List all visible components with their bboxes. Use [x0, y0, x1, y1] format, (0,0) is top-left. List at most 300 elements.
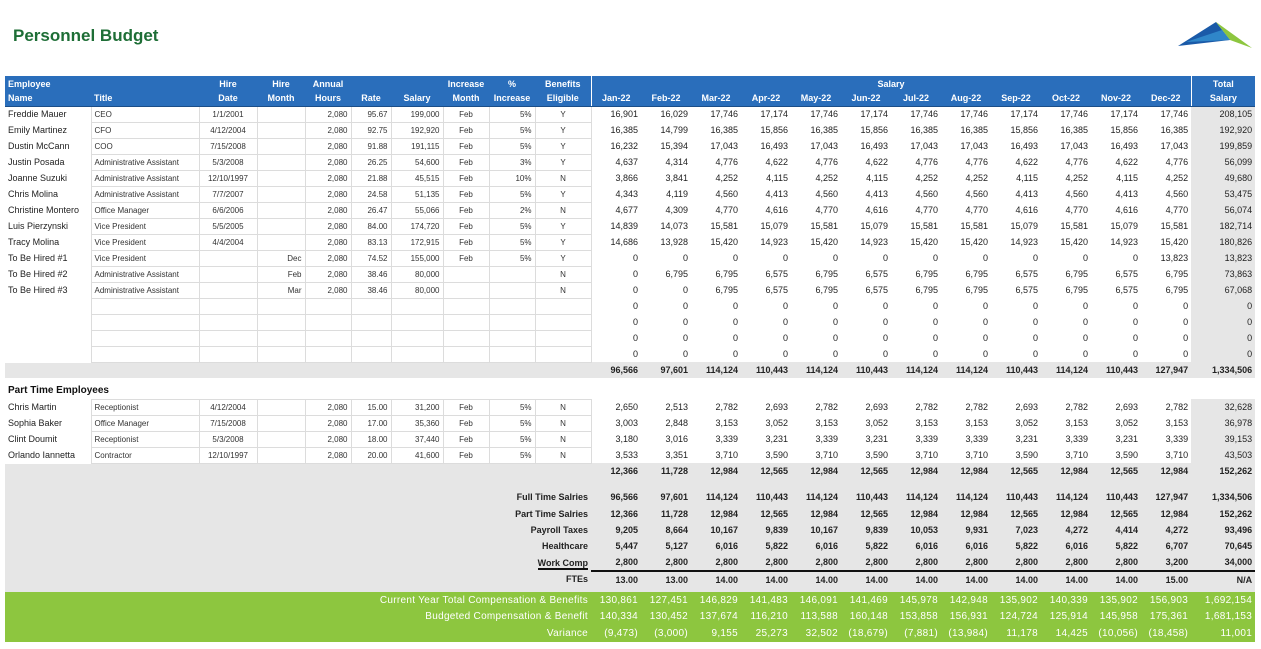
input-cell-salary[interactable]: 191,115 [391, 138, 443, 154]
input-cell-salary[interactable] [391, 346, 443, 362]
input-cell-hire-month[interactable] [257, 399, 305, 415]
compensation-total-cell: 11,001 [1191, 625, 1255, 641]
input-cell-inc-pct[interactable]: 5% [489, 415, 535, 431]
input-cell-hours[interactable]: 2,080 [305, 234, 351, 250]
input-cell-hire-date[interactable]: 4/12/2004 [199, 399, 257, 415]
header-month-col: Jan-22 [591, 91, 641, 106]
input-cell-name[interactable]: Tracy Molina [8, 237, 60, 247]
summary-month-cell: 5,822 [741, 538, 791, 554]
month-salary-cell: 4,770 [1165, 205, 1189, 215]
input-cell-inc-pct[interactable]: 3% [489, 154, 535, 170]
input-cell-hire-month[interactable] [257, 170, 305, 186]
input-cell-inc-pct[interactable]: 10% [489, 170, 535, 186]
summary-month-cell: 10,167 [791, 522, 841, 538]
input-cell-benefits[interactable] [535, 330, 591, 346]
header-annual: Annual [305, 76, 351, 91]
input-cell-inc-month[interactable]: Feb [443, 415, 489, 431]
input-cell-hours[interactable]: 2,080 [305, 218, 351, 234]
month-salary-cell: 13,928 [660, 237, 688, 247]
input-cell-rate[interactable]: 38.46 [351, 266, 391, 282]
input-cell-title[interactable]: Vice President [91, 218, 199, 234]
input-cell-rate[interactable]: 15.00 [351, 399, 391, 415]
input-cell-hire-month[interactable] [257, 218, 305, 234]
input-cell-salary[interactable]: 155,000 [391, 250, 443, 266]
summary-month-cell: 6,707 [1141, 538, 1191, 554]
total-salary-cell: 199,859 [1191, 138, 1255, 154]
month-salary-cell: 0 [632, 301, 638, 311]
input-cell-hire-month[interactable]: Mar [257, 282, 305, 298]
input-cell-benefits[interactable]: Y [535, 138, 591, 154]
input-cell-title[interactable]: Administrative Assistant [91, 186, 199, 202]
month-salary-cell: 4,413 [1115, 189, 1138, 199]
summary-month-cell: 96,566 [591, 489, 641, 505]
input-cell-inc-pct[interactable]: 5% [489, 234, 535, 250]
input-cell-name[interactable]: Dustin McCann [8, 141, 70, 151]
month-salary-cell: 3,590 [1115, 450, 1138, 460]
input-cell-rate[interactable]: 83.13 [351, 234, 391, 250]
month-salary-cell: 4,413 [865, 189, 888, 199]
input-cell-inc-month[interactable]: Feb [443, 250, 489, 266]
summary-month-cell: 2,800 [891, 555, 941, 571]
input-cell-title[interactable]: Receptionist [91, 399, 199, 415]
input-cell-salary[interactable]: 54,600 [391, 154, 443, 170]
month-salary-cell: 15,856 [860, 125, 888, 135]
input-cell-salary[interactable]: 55,066 [391, 202, 443, 218]
input-cell-rate[interactable]: 95.67 [351, 106, 391, 122]
input-cell-title[interactable] [91, 298, 199, 314]
input-cell-rate[interactable]: 17.00 [351, 415, 391, 431]
input-cell-hours[interactable]: 2,080 [305, 106, 351, 122]
input-cell-benefits[interactable]: N [535, 170, 591, 186]
input-cell-inc-pct[interactable]: 5% [489, 218, 535, 234]
month-salary-cell: 4,252 [1165, 173, 1189, 183]
input-cell-hire-month[interactable] [257, 314, 305, 330]
input-cell-rate[interactable]: 18.00 [351, 431, 391, 447]
input-cell-hire-date[interactable] [199, 266, 257, 282]
subtotal-month-cell: 114,124 [1041, 362, 1091, 378]
input-cell-salary[interactable]: 199,000 [391, 106, 443, 122]
input-cell-inc-month[interactable]: Feb [443, 106, 489, 122]
input-cell-name[interactable] [5, 314, 91, 330]
input-cell-inc-month[interactable]: Feb [443, 138, 489, 154]
month-salary-cell: 4,413 [765, 189, 788, 199]
input-cell-inc-month[interactable]: Feb [443, 202, 489, 218]
input-cell-inc-pct[interactable] [489, 282, 535, 298]
input-cell-hire-month[interactable] [257, 346, 305, 362]
input-cell-benefits[interactable]: Y [535, 106, 591, 122]
input-cell-hire-date[interactable]: 12/10/1997 [199, 447, 257, 463]
input-cell-name[interactable]: Freddie Mauer [8, 109, 67, 120]
input-cell-hours[interactable]: 2,080 [305, 399, 351, 415]
input-cell-inc-pct[interactable]: 5% [489, 138, 535, 154]
input-cell-title[interactable]: Administrative Assistant [91, 170, 199, 186]
input-cell-rate[interactable]: 26.47 [351, 202, 391, 218]
subtotal-month-cell: 110,443 [991, 362, 1041, 378]
input-cell-rate[interactable]: 38.46 [351, 282, 391, 298]
month-salary-cell: 16,493 [1110, 141, 1138, 151]
input-cell-rate[interactable]: 24.58 [351, 186, 391, 202]
summary-label [5, 489, 591, 505]
summary-month-cell: 110,443 [991, 489, 1041, 505]
month-salary-cell: 6,575 [1015, 285, 1038, 295]
input-cell-hire-date[interactable] [199, 330, 257, 346]
summary-month-cell: 9,931 [941, 522, 991, 538]
input-cell-hire-date[interactable] [199, 250, 257, 266]
input-cell-name[interactable]: Luis Pierzynski [8, 221, 69, 231]
summary-month-cell: 12,565 [991, 505, 1041, 521]
input-cell-name[interactable] [5, 330, 91, 346]
input-cell-inc-month[interactable]: Feb [443, 218, 489, 234]
subtotal-month-cell: 12,984 [691, 463, 741, 479]
input-cell-inc-month[interactable]: Feb [443, 447, 489, 463]
input-cell-benefits[interactable]: N [535, 282, 591, 298]
input-cell-hire-date[interactable]: 5/3/2008 [199, 154, 257, 170]
input-cell-salary[interactable]: 51,135 [391, 186, 443, 202]
compensation-month-cell: 11,178 [991, 625, 1041, 641]
month-salary-cell: 2,693 [1115, 402, 1138, 412]
compensation-total-cell: 1,681,153 [1191, 609, 1255, 625]
input-cell-salary[interactable]: 80,000 [391, 282, 443, 298]
input-cell-name[interactable]: Christine Montero [8, 205, 80, 215]
summary-month-cell: 5,822 [991, 538, 1041, 554]
month-salary-cell: 0 [682, 285, 688, 295]
input-cell-inc-month[interactable] [443, 346, 489, 362]
input-cell-inc-pct[interactable] [489, 346, 535, 362]
summary-month-cell: 110,443 [1091, 489, 1141, 505]
total-salary-cell: 0 [1191, 298, 1255, 314]
summary-month-cell: 12,984 [1041, 505, 1091, 521]
input-cell-hours[interactable]: 2,080 [305, 138, 351, 154]
input-cell-inc-month[interactable]: Feb [443, 170, 489, 186]
month-salary-cell: 3,052 [1115, 418, 1138, 428]
input-cell-rate[interactable]: 92.75 [351, 122, 391, 138]
input-cell-benefits[interactable] [535, 298, 591, 314]
input-cell-title[interactable]: COO [91, 138, 199, 154]
subtotal-month-cell: 114,124 [941, 362, 991, 378]
input-cell-inc-pct[interactable]: 5% [489, 106, 535, 122]
input-cell-rate[interactable]: 91.88 [351, 138, 391, 154]
month-salary-cell: 0 [1132, 253, 1138, 263]
input-cell-inc-pct[interactable]: 5% [489, 250, 535, 266]
month-salary-cell: 16,901 [610, 109, 638, 120]
input-cell-hours[interactable]: 2,080 [305, 282, 351, 298]
input-cell-hire-date[interactable]: 7/15/2008 [199, 138, 257, 154]
input-cell-hire-month[interactable] [257, 202, 305, 218]
header-total-salary: Salary [1191, 91, 1255, 106]
input-cell-hire-date[interactable]: 5/5/2005 [199, 218, 257, 234]
input-cell-hire-month[interactable]: Dec [257, 250, 305, 266]
input-cell-benefits[interactable]: N [535, 202, 591, 218]
summary-label-text: Payroll Taxes [530, 524, 588, 535]
input-cell-title[interactable]: CFO [91, 122, 199, 138]
month-salary-cell: 6,575 [765, 269, 788, 279]
input-cell-title[interactable]: Vice President [91, 234, 199, 250]
input-cell-hours[interactable]: 2,080 [305, 122, 351, 138]
month-salary-cell: 0 [882, 333, 888, 343]
summary-label [5, 522, 591, 538]
input-cell-title[interactable]: Receptionist [91, 431, 199, 447]
input-cell-salary[interactable]: 174,720 [391, 218, 443, 234]
input-cell-hire-month[interactable] [257, 154, 305, 170]
input-cell-rate[interactable]: 74.52 [351, 250, 391, 266]
input-cell-inc-month[interactable] [443, 314, 489, 330]
month-salary-cell: 4,115 [1016, 173, 1038, 183]
input-cell-name[interactable]: Emily Martinez [8, 125, 68, 135]
input-cell-inc-month[interactable] [443, 298, 489, 314]
input-cell-inc-month[interactable]: Feb [443, 154, 489, 170]
month-salary-cell: 4,677 [615, 205, 638, 215]
input-cell-rate[interactable] [351, 330, 391, 346]
input-cell-rate[interactable] [351, 346, 391, 362]
input-cell-benefits[interactable] [535, 314, 591, 330]
compensation-month-cell: 137,674 [691, 609, 741, 625]
full-time-employee-row [5, 314, 1255, 330]
input-cell-benefits[interactable]: N [535, 415, 591, 431]
month-salary-cell: 0 [1183, 349, 1189, 359]
input-cell-name[interactable]: Clint Doumit [8, 434, 58, 444]
month-salary-cell: 3,052 [765, 418, 788, 428]
month-salary-cell: 0 [882, 317, 888, 327]
input-cell-inc-pct[interactable]: 5% [489, 431, 535, 447]
input-cell-name[interactable]: Joanne Suzuki [8, 173, 68, 183]
subtotal-month-cell: 127,947 [1141, 362, 1191, 378]
input-cell-rate[interactable]: 26.25 [351, 154, 391, 170]
input-cell-hire-month[interactable] [257, 431, 305, 447]
input-cell-benefits[interactable]: N [535, 447, 591, 463]
input-cell-hire-month[interactable] [257, 447, 305, 463]
input-cell-hours[interactable]: 2,080 [305, 415, 351, 431]
input-cell-inc-month[interactable]: Feb [443, 122, 489, 138]
input-cell-title[interactable]: Administrative Assistant [91, 266, 199, 282]
month-salary-cell: 0 [782, 253, 788, 263]
input-cell-hire-date[interactable]: 1/1/2001 [199, 106, 257, 122]
month-salary-cell: 0 [682, 317, 688, 327]
month-salary-cell: 6,795 [815, 269, 838, 279]
header-eligible: Eligible [535, 91, 591, 106]
input-cell-hire-month[interactable] [257, 186, 305, 202]
input-cell-inc-month[interactable]: Feb [443, 399, 489, 415]
summary-row [5, 522, 1255, 538]
input-cell-inc-pct[interactable]: 5% [489, 447, 535, 463]
input-cell-benefits[interactable]: Y [535, 250, 591, 266]
input-cell-hire-date[interactable] [199, 346, 257, 362]
input-cell-hire-date[interactable]: 6/6/2006 [199, 202, 257, 218]
month-salary-cell: 4,314 [665, 157, 688, 167]
input-cell-inc-pct[interactable]: 2% [489, 202, 535, 218]
input-cell-inc-month[interactable]: Feb [443, 431, 489, 447]
total-salary-cell: 182,714 [1191, 218, 1255, 234]
input-cell-name[interactable] [5, 346, 91, 362]
input-cell-benefits[interactable] [535, 346, 591, 362]
input-cell-benefits[interactable]: N [535, 266, 591, 282]
month-salary-cell: 14,923 [1110, 237, 1138, 247]
input-cell-salary[interactable]: 172,915 [391, 234, 443, 250]
summary-month-cell: 12,565 [841, 505, 891, 521]
input-cell-title[interactable]: Vice President [91, 250, 199, 266]
input-cell-rate[interactable]: 21.88 [351, 170, 391, 186]
input-cell-name[interactable]: Chris Molina [8, 189, 59, 199]
input-cell-hours[interactable]: 2,080 [305, 202, 351, 218]
input-cell-name[interactable]: Sophia Baker [8, 418, 63, 428]
month-salary-cell: 17,746 [810, 109, 838, 120]
input-cell-hire-date[interactable]: 5/3/2008 [199, 431, 257, 447]
full-time-employee-row [5, 234, 1255, 250]
input-cell-hire-date[interactable]: 7/7/2007 [199, 186, 257, 202]
month-salary-cell: 6,795 [715, 285, 738, 295]
input-cell-hours[interactable]: 2,080 [305, 431, 351, 447]
input-cell-inc-month[interactable] [443, 330, 489, 346]
summary-month-cell: 2,800 [1041, 555, 1091, 571]
part-time-employee-row [5, 447, 1255, 463]
input-cell-hours[interactable] [305, 314, 351, 330]
compensation-month-cell: 135,902 [1091, 592, 1141, 608]
subtotal-month-cell: 110,443 [1091, 362, 1141, 378]
compensation-row [5, 625, 1255, 641]
input-cell-hours[interactable]: 2,080 [305, 250, 351, 266]
input-cell-name[interactable] [5, 298, 91, 314]
input-cell-title[interactable]: CEO [91, 106, 199, 122]
input-cell-hire-month[interactable] [257, 106, 305, 122]
input-cell-inc-pct[interactable] [489, 266, 535, 282]
month-salary-cell: 0 [632, 349, 638, 359]
full-time-employee-row [5, 154, 1255, 170]
input-cell-benefits[interactable]: N [535, 399, 591, 415]
input-cell-salary[interactable]: 37,440 [391, 431, 443, 447]
input-cell-hire-date[interactable]: 7/15/2008 [199, 415, 257, 431]
compensation-month-cell: 153,858 [891, 609, 941, 625]
input-cell-title[interactable]: Office Manager [91, 202, 199, 218]
input-cell-inc-pct[interactable]: 5% [489, 122, 535, 138]
header-percent: % [489, 76, 535, 91]
input-cell-title[interactable] [91, 314, 199, 330]
input-cell-rate[interactable] [351, 314, 391, 330]
month-salary-cell: 0 [1082, 333, 1088, 343]
input-cell-hire-month[interactable] [257, 122, 305, 138]
input-cell-salary[interactable]: 192,920 [391, 122, 443, 138]
input-cell-hours[interactable] [305, 298, 351, 314]
summary-month-cell: 2,800 [741, 555, 791, 571]
input-cell-hire-month[interactable]: Feb [257, 266, 305, 282]
input-cell-hire-date[interactable]: 4/12/2004 [199, 122, 257, 138]
input-cell-name[interactable]: To Be Hired #3 [8, 285, 68, 295]
input-cell-salary[interactable]: 35,360 [391, 415, 443, 431]
input-cell-inc-month[interactable]: Feb [443, 186, 489, 202]
input-cell-hire-month[interactable] [257, 415, 305, 431]
input-cell-hire-date[interactable]: 12/10/1997 [199, 170, 257, 186]
month-salary-cell: 15,420 [810, 237, 838, 247]
input-cell-name[interactable]: To Be Hired #1 [8, 253, 68, 263]
input-cell-hire-date[interactable] [199, 298, 257, 314]
input-cell-benefits[interactable]: Y [535, 218, 591, 234]
input-cell-inc-month[interactable] [443, 282, 489, 298]
input-cell-benefits[interactable]: Y [535, 122, 591, 138]
month-salary-cell: 16,385 [960, 125, 988, 135]
full-time-employee-row [5, 138, 1255, 154]
input-cell-salary[interactable]: 31,200 [391, 399, 443, 415]
summary-month-cell: 14.00 [1041, 571, 1091, 587]
input-cell-name[interactable]: Chris Martin [8, 402, 57, 412]
input-cell-inc-pct[interactable]: 5% [489, 399, 535, 415]
month-salary-cell: 15,856 [760, 125, 788, 135]
input-cell-salary[interactable]: 80,000 [391, 266, 443, 282]
input-cell-title[interactable]: Administrative Assistant [91, 154, 199, 170]
input-cell-inc-pct[interactable] [489, 314, 535, 330]
input-cell-rate[interactable]: 20.00 [351, 447, 391, 463]
input-cell-title[interactable]: Administrative Assistant [91, 282, 199, 298]
input-cell-hire-month[interactable] [257, 138, 305, 154]
input-cell-inc-pct[interactable] [489, 298, 535, 314]
month-salary-cell: 3,710 [915, 450, 938, 460]
month-salary-cell: 0 [982, 253, 988, 263]
input-cell-benefits[interactable]: N [535, 431, 591, 447]
input-cell-hours[interactable]: 2,080 [305, 154, 351, 170]
input-cell-salary[interactable] [391, 298, 443, 314]
month-salary-cell: 15,079 [860, 221, 888, 231]
input-cell-title[interactable] [91, 330, 199, 346]
compensation-label: Current Year Total Compensation & Benefits [5, 592, 591, 608]
month-salary-cell: 16,385 [710, 125, 738, 135]
input-cell-salary[interactable] [391, 314, 443, 330]
summary-month-cell: 3,200 [1141, 555, 1191, 571]
input-cell-hours[interactable]: 2,080 [305, 266, 351, 282]
input-cell-hire-month[interactable] [257, 330, 305, 346]
summary-month-cell: 12,565 [1091, 505, 1141, 521]
header-month-col: Aug-22 [941, 91, 991, 106]
month-salary-cell: 3,866 [615, 173, 638, 183]
month-salary-cell: 3,590 [765, 450, 788, 460]
total-salary-cell: 36,978 [1191, 415, 1255, 431]
input-cell-hours[interactable] [305, 330, 351, 346]
input-cell-salary[interactable] [391, 330, 443, 346]
input-cell-hire-month[interactable] [257, 234, 305, 250]
input-cell-inc-pct[interactable] [489, 330, 535, 346]
input-cell-salary[interactable]: 45,515 [391, 170, 443, 186]
input-cell-title[interactable] [91, 346, 199, 362]
input-cell-hours[interactable]: 2,080 [305, 186, 351, 202]
input-cell-title[interactable]: Office Manager [91, 415, 199, 431]
summary-month-cell: 6,016 [941, 538, 991, 554]
input-cell-hours[interactable]: 2,080 [305, 170, 351, 186]
header-row-1 [5, 76, 1255, 91]
input-cell-hire-date[interactable] [199, 282, 257, 298]
input-cell-hours[interactable] [305, 346, 351, 362]
header-hours: Hours [305, 91, 351, 106]
compensation-month-cell: 146,091 [791, 592, 841, 608]
input-cell-name[interactable]: Orlando Iannetta [8, 450, 76, 460]
input-cell-rate[interactable] [351, 298, 391, 314]
month-salary-cell: 3,339 [815, 434, 838, 444]
month-salary-cell: 17,043 [1160, 141, 1189, 151]
month-salary-cell: 0 [882, 253, 888, 263]
input-cell-salary[interactable]: 41,600 [391, 447, 443, 463]
input-cell-hours[interactable]: 2,080 [305, 447, 351, 463]
input-cell-benefits[interactable]: Y [535, 186, 591, 202]
subtotal-month-cell: 110,443 [841, 362, 891, 378]
input-cell-rate[interactable]: 84.00 [351, 218, 391, 234]
input-cell-title[interactable]: Contractor [91, 447, 199, 463]
month-salary-cell: 15,581 [910, 221, 938, 231]
input-cell-inc-pct[interactable]: 5% [489, 186, 535, 202]
input-cell-inc-month[interactable] [443, 266, 489, 282]
input-cell-hire-date[interactable] [199, 314, 257, 330]
input-cell-benefits[interactable]: Y [535, 234, 591, 250]
input-cell-benefits[interactable]: Y [535, 154, 591, 170]
input-cell-hire-date[interactable]: 4/4/2004 [199, 234, 257, 250]
input-cell-name[interactable]: Justin Posada [8, 157, 65, 167]
input-cell-inc-month[interactable]: Feb [443, 234, 489, 250]
input-cell-hire-month[interactable] [257, 298, 305, 314]
input-cell-name[interactable]: To Be Hired #2 [8, 269, 68, 279]
